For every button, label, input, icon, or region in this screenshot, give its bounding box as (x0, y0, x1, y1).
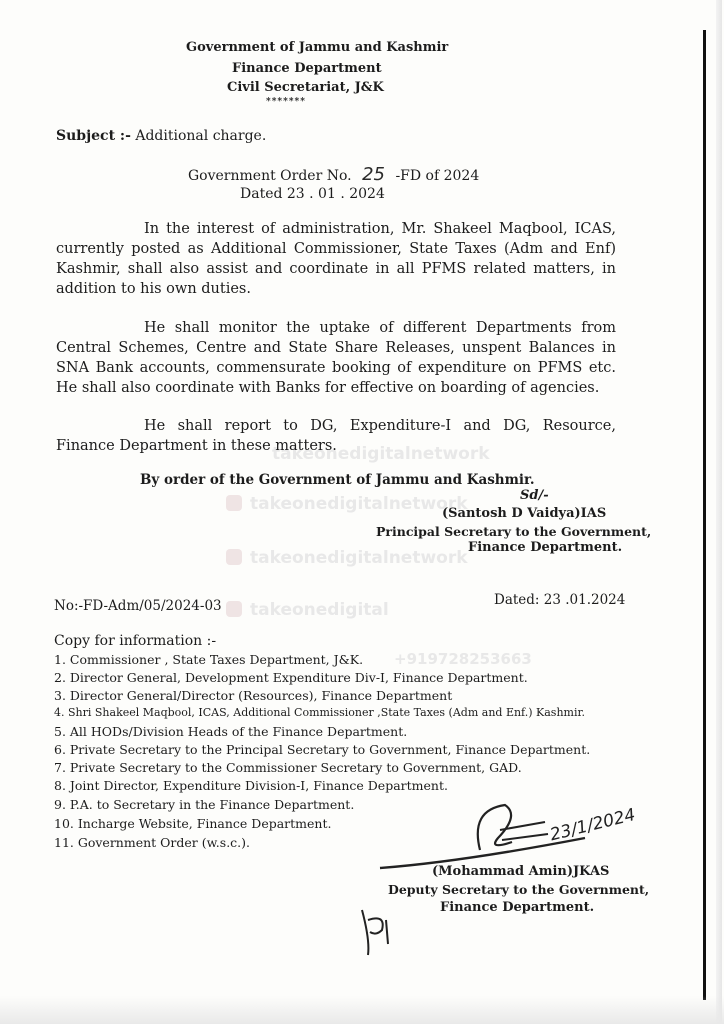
watermark-short: takeonedigital (226, 600, 389, 620)
subject-label: Subject :- (56, 128, 131, 144)
header-secretariat: Civil Secretariat, J&K (227, 80, 384, 95)
signatory2-name: (Mohammad Amin)JKAS (432, 864, 610, 879)
order-number-line (188, 164, 479, 185)
scan-edge-line (703, 30, 706, 1000)
order-dated: Dated 23 . 01 . 2024 (240, 186, 385, 202)
copy-list-item: 9. P.A. to Secretary in the Finance Department. (54, 797, 355, 812)
paragraph-2: He shall monitor the uptake of different Departments from Central Schemes, Centre and State Share Releases, unspent Balances in SNA Bank accounts, commensurate booking of expenditure on PFMS etc. He shall also coordinate with Banks for effective on boarding of agencies. (56, 320, 616, 396)
scan-edge-shadow (716, 0, 722, 1024)
reference-dated: Dated: 23 .01.2024 (494, 592, 626, 608)
subject-line (56, 128, 266, 144)
paragraph-3: He shall report to DG, Expenditure-I and DG, Resource, Finance Department in these matters. (56, 418, 616, 454)
handwritten-date: 23/1/2024 (548, 804, 638, 846)
sd-mark: Sd/- (520, 488, 549, 503)
signatory1-name: (Santosh D Vaidya)IAS (442, 506, 607, 521)
subject-text: Additional charge. (135, 128, 267, 144)
signatory2-title: Deputy Secretary to the Government, (388, 882, 650, 897)
globe-icon (226, 601, 242, 617)
copy-list-item: 1. Commissioner , State Taxes Department, J&K. (54, 652, 364, 667)
order-suffix: -FD of 2024 (395, 168, 480, 184)
copy-list-item: 6. Private Secretary to the Principal Secretary to Government, Finance Department. (54, 742, 591, 757)
watermark-phone: +919728253663 (394, 650, 532, 668)
reference-number: No:-FD-Adm/05/2024-03 (54, 598, 222, 614)
watermark-youtube: takeonedigitalnetwork (226, 548, 468, 568)
signatory1-dept: Finance Department. (468, 540, 623, 555)
copy-list-item: 3. Director General/Director (Resources), Finance Department (54, 688, 453, 703)
copy-list-item: 7. Private Secretary to the Commissioner Secretary to Government, GAD. (54, 760, 522, 775)
initials-scribble (356, 900, 396, 960)
youtube-icon (226, 549, 242, 565)
copy-list-item: 11. Government Order (w.s.c.). (54, 835, 250, 850)
watermark-text: takeonedigitalnetwork (272, 444, 490, 464)
instagram-icon (226, 495, 242, 511)
copy-list-item: 5. All HODs/Division Heads of the Finance Department. (54, 724, 408, 739)
watermark-instagram: takeonedigitalnetwork (226, 494, 468, 514)
order-number-handwritten: 25 (362, 164, 385, 185)
header-government: Government of Jammu and Kashmir (186, 40, 449, 55)
signatory1-title: Principal Secretary to the Government, (376, 524, 652, 539)
paragraph-1: In the interest of administration, Mr. Shakeel Maqbool, ICAS, currently posted as Additional Commissioner, State Taxes (Adm and Enf) Kashmir, shall also assist and coordinate in all PFMS related matters, in addition to his own duties. (56, 221, 616, 297)
order-prefix: Government Order No. (188, 168, 352, 184)
header-stars: ******* (266, 97, 306, 107)
scan-bottom-shade (0, 996, 724, 1024)
copy-list-item: 4. Shri Shakeel Maqbool, ICAS, Additional Commissioner ,State Taxes (Adm and Enf.) Kashmir. (54, 706, 586, 719)
signatory2-dept: Finance Department. (440, 900, 595, 915)
copy-list-item: 8. Joint Director, Expenditure Division-I, Finance Department. (54, 778, 448, 793)
header-department: Finance Department (232, 61, 382, 76)
copy-list-item: 2. Director General, Development Expenditure Div-I, Finance Department. (54, 670, 528, 685)
by-order-line: By order of the Government of Jammu and Kashmir. (140, 472, 535, 488)
copy-list-item: 10. Incharge Website, Finance Department. (54, 816, 332, 831)
copy-heading: Copy for information :- (54, 633, 217, 649)
